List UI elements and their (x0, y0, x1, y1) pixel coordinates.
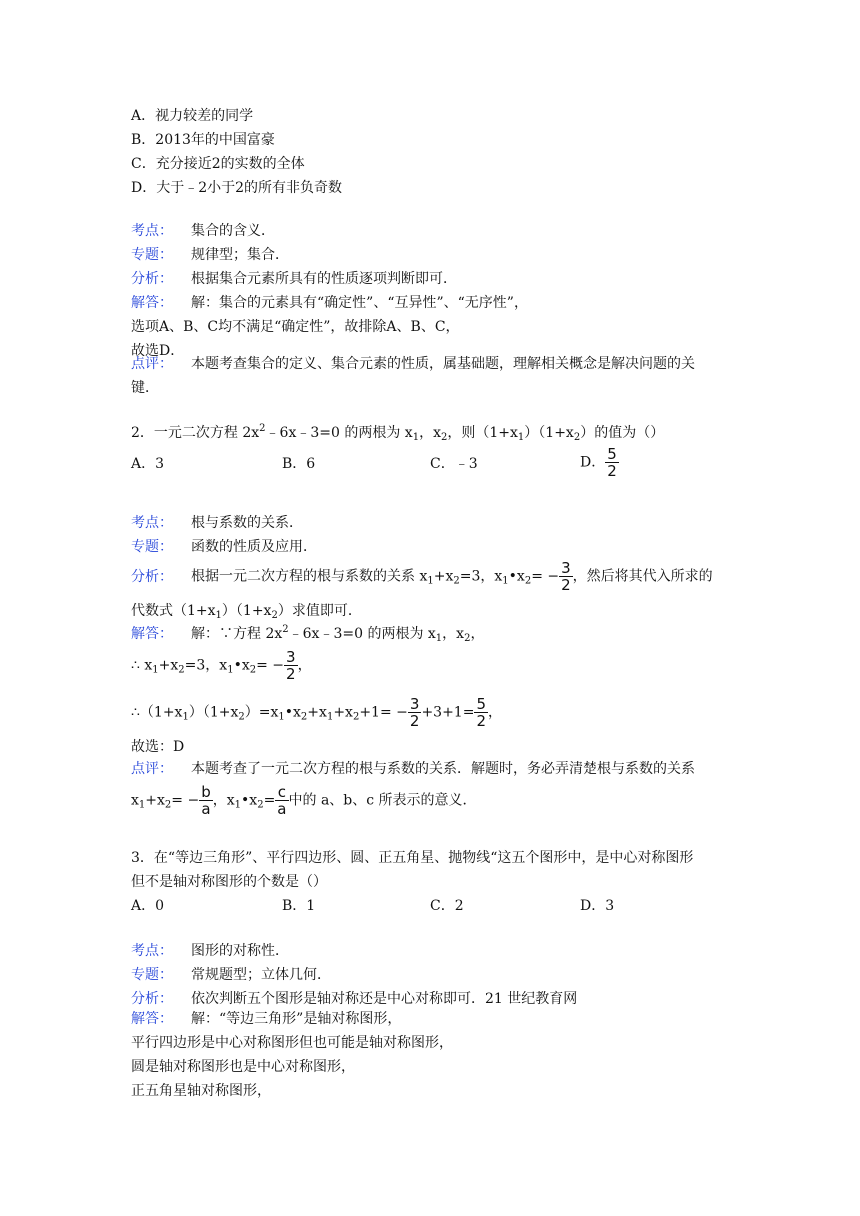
q3-jieda: 解答： 解：“等边三角形”是轴对称图形， (131, 1011, 402, 1027)
label-fenxi: 分析： (131, 568, 173, 585)
label-zhuanti: 专题： (131, 967, 173, 983)
fraction: $\frac{3}{2}$ (409, 695, 420, 730)
label-dianping: 点评： (131, 761, 173, 777)
q2-stem: 2．一元二次方程 $2x^2﹣6x﹣3=0$ 的两根为 $x_1$，$x_2$，则$(1+x_1)(1+x_2)$的值为（） (131, 423, 665, 443)
q3-option-d: D．3 (580, 898, 615, 914)
q3-stem-line2: 但不是轴对称图形的个数是（） (131, 874, 327, 890)
q2-kaodian: 考点： 根与系数的关系． (131, 515, 303, 531)
q2-jieda: 解答： 解：∵方程 $2x^2﹣6x﹣3=0$ 的两根为 $x_1$，$x_2$， (131, 624, 485, 644)
q1-option-c: C．充分接近2的实数的全体 (131, 156, 305, 172)
q3-jieda-line4: 正五角星轴对称图形， (131, 1083, 271, 1099)
fraction: $\frac{b}{a}$ (201, 783, 211, 818)
q1-option-d: D．大于﹣2小于2的所有非负奇数 (131, 180, 343, 196)
q2-option-d: D． $\frac{5}{2}$ (580, 445, 617, 480)
q1-zhuanti: 专题： 规律型；集合． (131, 247, 289, 263)
q2-dianping-line2: $x_1+x_2=$ − $\frac{b}{a}$ ，$x_1•x_2=$ $\frac{c}{a}$ 中的 a、b、c 所表示的意义． (131, 783, 477, 818)
q1-option-b: B．2013年的中国富豪 (131, 132, 275, 148)
fraction: $\frac{5}{2}$ (476, 695, 486, 730)
q1-option-a: A．视力较差的同学 (131, 108, 254, 124)
fraction: $\frac{3}{2}$ (561, 559, 571, 594)
q2-option-a: A．3 (131, 456, 165, 472)
label-zhuanti: 专题： (131, 539, 173, 555)
q2-fenxi: 分析： 根据一元二次方程的根与系数的关系 $x_1+x_2=3$，$x_1•x_2=$ − $\frac{3}{2}$ ，然后将其代入所求的 (131, 559, 713, 594)
label-zhuanti: 专题： (131, 247, 173, 263)
label-jieda: 解答： (131, 1011, 173, 1027)
label-jieda: 解答： (131, 295, 173, 311)
fraction: $\frac{c}{a}$ (277, 783, 287, 818)
q2-jieda-line2: ∴ $x_1+x_2=3$，$x_1•x_2=$ − $\frac{3}{2}$ ， (131, 648, 312, 683)
label-jieda: 解答： (131, 626, 173, 642)
q3-fenxi: 分析： 依次判断五个图形是轴对称还是中心对称即可．21 世纪教育网 (131, 991, 578, 1007)
q2-fenxi-line2: 代数式$(1+x_1)(1+x_2)$求值即可． (131, 603, 362, 621)
q1-jieda: 解答： 解：集合的元素具有“确定性”、“互异性”、“无序性”， (131, 295, 528, 311)
q3-kaodian: 考点： 图形的对称性． (131, 943, 289, 959)
q1-dianping: 点评： 本题考查集合的定义、集合元素的性质，属基础题，理解相关概念是解决问题的关 (131, 356, 695, 372)
q3-option-a: A．0 (131, 898, 165, 914)
q3-zhuanti: 专题： 常规题型；立体几何． (131, 967, 331, 983)
q3-jieda-line3: 圆是轴对称图形也是中心对称图形， (131, 1059, 355, 1075)
q1-jieda-line3: 故选D． (131, 343, 185, 359)
q2-option-c: C．﹣3 (430, 456, 478, 472)
q1-fenxi: 分析： 根据集合元素所具有的性质逐项判断即可． (131, 271, 457, 287)
q2-zhuanti: 专题： 函数的性质及应用． (131, 539, 317, 555)
q2-jieda-line3: $\therefore(1+x_1)(1+x_2)=x_1•x_2+x_1+x_2+1=$ − $\frac{3}{2}$ +3+1= $\frac{5}{2}$ ， (131, 695, 502, 730)
q3-jieda-line2: 平行四边形是中心对称图形但也可能是轴对称图形， (131, 1035, 453, 1051)
q1-kaodian: 考点： 集合的含义． (131, 223, 275, 239)
label-kaodian: 考点： (131, 943, 173, 959)
q3-option-b: B．1 (282, 898, 316, 914)
q2-option-b: B．6 (282, 456, 316, 472)
label-kaodian: 考点： (131, 223, 173, 239)
q1-jieda-line2: 选项A、B、C均不满足“确定性”，故排除A、B、C， (131, 319, 460, 335)
q3-stem-line1: 3．在“等边三角形”、平行四边形、圆、正五角星、抛物线“这五个图形中，是中心对称图形 (131, 850, 694, 866)
q1-dianping-line2: 键． (131, 380, 159, 396)
label-dianping: 点评： (131, 356, 173, 372)
label-fenxi: 分析： (131, 271, 173, 287)
fraction: $\frac{3}{2}$ (286, 648, 296, 683)
label-kaodian: 考点： (131, 515, 173, 531)
q2-guxuan: 故选：D (131, 739, 185, 755)
q2-dianping: 点评： 本题考查了一元二次方程的根与系数的关系．解题时，务必弄清楚根与系数的关系 (131, 761, 695, 777)
label-fenxi: 分析： (131, 991, 173, 1007)
q3-option-c: C．2 (430, 898, 464, 914)
fraction: $\frac{5}{2}$ (607, 445, 617, 480)
